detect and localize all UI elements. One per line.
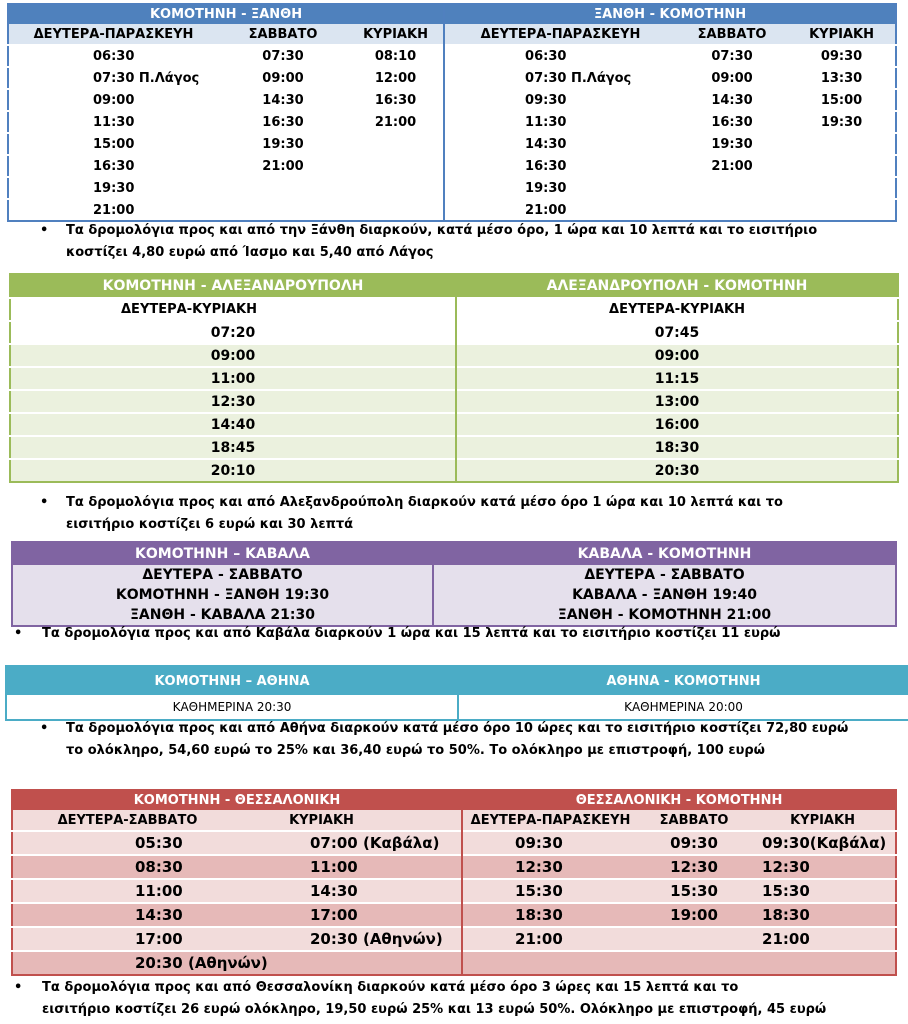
note-line: Τα δρομολόγια προς και από Αθήνα διαρκούν κατά μέσο όρο 10 ώρες και το εισιτήριο κοστίζει 72,80 ευρώ bbox=[66, 721, 849, 736]
time-cell: 12:30 bbox=[462, 855, 638, 879]
column-header: ΚΥΡΙΑΚΗ bbox=[348, 24, 444, 45]
empty-cell bbox=[676, 199, 788, 221]
alex-left-title: ΚΟΜΟΤΗΝΗ - ΑΛΕΞΑΝΔΡΟΥΠΟΛΗ bbox=[10, 274, 456, 298]
time-cell: 14:30 bbox=[218, 89, 348, 111]
column-header: ΔΕΥΤΕΡΑ-ΚΥΡΙΑΚΗ bbox=[456, 298, 898, 321]
schedule-line: ΞΑΝΘΗ - ΚΟΜΟΤΗΝΗ 21:00 bbox=[433, 605, 896, 626]
time-cell: 09:00 bbox=[10, 344, 456, 367]
time-cell: 18:45 bbox=[10, 436, 456, 459]
time-cell: 12:30 bbox=[750, 855, 896, 879]
time-cell bbox=[788, 155, 896, 177]
time-cell bbox=[348, 133, 444, 155]
alex-right-title: ΑΛΕΞΑΝΔΡΟΥΠΟΛΗ - ΚΟΜΟΤΗΝΗ bbox=[456, 274, 898, 298]
time-cell: 19:30 bbox=[788, 111, 896, 133]
time-cell: 21:00 bbox=[676, 155, 788, 177]
time-cell: 21:00 bbox=[8, 199, 218, 221]
thess-left-title: ΚΟΜΟΤΗΝΗ - ΘΕΣΣΑΛΟΝΙΚΗ bbox=[12, 790, 462, 810]
time-cell: 14:30 bbox=[444, 133, 676, 155]
column-header: ΣΑΒΒΑΤΟ bbox=[638, 810, 750, 831]
empty-cell bbox=[218, 199, 348, 221]
time-cell: 06:30 bbox=[8, 45, 218, 67]
column-header: ΚΥΡΙΑΚΗ bbox=[788, 24, 896, 45]
empty-cell bbox=[788, 177, 896, 199]
table-row bbox=[8, 45, 896, 67]
table-row bbox=[8, 177, 896, 199]
time-cell: 11:30 bbox=[444, 111, 676, 133]
xanthi-left-title: ΚΟΜΟΤΗΝΗ - ΞΑΝΘΗ bbox=[8, 4, 444, 24]
note-line: το ολόκληρο, 54,60 ευρώ το 25% και 36,40 ευρώ το 50%. Το ολόκληρο με επιστροφή, 100 ευρώ bbox=[66, 743, 765, 758]
time-cell: 21:00 bbox=[444, 199, 676, 221]
time-cell: 07:30 bbox=[218, 45, 348, 67]
time-cell: 16:30 bbox=[676, 111, 788, 133]
xanthi-note bbox=[40, 220, 900, 264]
column-header: ΔΕΥΤΕΡΑ-ΠΑΡΑΣΚΕΥΗ bbox=[8, 24, 218, 45]
time-cell: 09:30 bbox=[638, 831, 750, 855]
empty-cell bbox=[462, 951, 638, 975]
time-cell: 14:30 bbox=[12, 903, 242, 927]
alex-note bbox=[40, 492, 900, 536]
time-cell: 07:00 (Καβάλα) bbox=[242, 831, 462, 855]
time-cell: 21:00 bbox=[750, 927, 896, 951]
time-cell: 08:30 bbox=[12, 855, 242, 879]
kavala-right-title: ΚΑΒΑΛΑ - ΚΟΜΟΤΗΝΗ bbox=[433, 542, 896, 565]
table-row bbox=[10, 367, 898, 390]
time-cell: 13:00 bbox=[456, 390, 898, 413]
time-cell: 14:40 bbox=[10, 413, 456, 436]
thess-right-title: ΘΕΣΣΑΛΟΝΙΚΗ - ΚΟΜΟΤΗΝΗ bbox=[462, 790, 896, 810]
schedule-line: ΚΑΘΗΜΕΡΙΝΑ 20:00 bbox=[458, 695, 908, 720]
bullet-icon: • bbox=[40, 721, 49, 736]
time-cell: 19:30 bbox=[444, 177, 676, 199]
thessaloniki-timetable bbox=[11, 789, 897, 976]
time-cell: 17:00 bbox=[242, 903, 462, 927]
time-cell: 17:00 bbox=[12, 927, 242, 951]
time-cell: 07:30 Π.Λάγος bbox=[444, 67, 676, 89]
note-line: Τα δρομολόγια προς και από Καβάλα διαρκούν 1 ώρα και 15 λεπτά και το εισιτήριο κοστίζει 11 ευρώ bbox=[42, 626, 781, 641]
time-cell: 11:30 bbox=[8, 111, 218, 133]
table-row bbox=[10, 436, 898, 459]
note-line: εισιτήριο κοστίζει 26 ευρώ ολόκληρο, 19,50 ευρώ 25% και 13 ευρώ 50%. Ολόκληρο με επιστροφή, 45 ευρώ bbox=[42, 1002, 827, 1017]
schedule-line: ΔΕΥΤΕΡΑ - ΣΑΒΒΑΤΟ bbox=[433, 565, 896, 585]
table-row bbox=[12, 879, 896, 903]
table-row bbox=[12, 831, 896, 855]
time-cell: 12:30 bbox=[638, 855, 750, 879]
table-row bbox=[8, 111, 896, 133]
schedule-line: ΚΟΜΟΤΗΝΗ - ΞΑΝΘΗ 19:30 bbox=[12, 585, 433, 605]
time-cell: 15:30 bbox=[638, 879, 750, 903]
time-cell: 16:30 bbox=[218, 111, 348, 133]
time-cell: 09:30 bbox=[462, 831, 638, 855]
empty-cell bbox=[676, 177, 788, 199]
kavala-note bbox=[14, 623, 904, 645]
empty-cell bbox=[750, 951, 896, 975]
time-cell: 12:30 bbox=[10, 390, 456, 413]
athens-left-title: ΚΟΜΟΤΗΝΗ – ΑΘΗΝΑ bbox=[6, 666, 458, 695]
time-cell: 11:00 bbox=[242, 855, 462, 879]
table-row bbox=[12, 951, 896, 975]
athens-timetable bbox=[5, 665, 908, 721]
column-header: ΣΑΒΒΑΤΟ bbox=[676, 24, 788, 45]
empty-cell bbox=[638, 927, 750, 951]
table-row bbox=[10, 344, 898, 367]
note-line: Τα δρομολόγια προς και από την Ξάνθη διαρκούν, κατά μέσο όρο, 1 ώρα και 10 λεπτά και το εισιτήριο bbox=[66, 223, 818, 238]
empty-cell bbox=[638, 951, 750, 975]
time-cell: 18:30 bbox=[456, 436, 898, 459]
time-cell: 14:30 bbox=[242, 879, 462, 903]
time-cell: 18:30 bbox=[750, 903, 896, 927]
time-cell: 20:30 bbox=[456, 459, 898, 482]
schedule-line: ΔΕΥΤΕΡΑ - ΣΑΒΒΑΤΟ bbox=[12, 565, 433, 585]
time-cell: 16:00 bbox=[456, 413, 898, 436]
column-header: ΚΥΡΙΑΚΗ bbox=[750, 810, 896, 831]
time-cell: 19:30 bbox=[8, 177, 218, 199]
athens-right-title: ΑΘΗΝΑ - ΚΟΜΟΤΗΝΗ bbox=[458, 666, 908, 695]
bullet-icon: • bbox=[14, 980, 23, 995]
schedule-line: ΚΑΒΑΛΑ - ΞΑΝΘΗ 19:40 bbox=[433, 585, 896, 605]
time-cell: 11:00 bbox=[12, 879, 242, 903]
bullet-icon: • bbox=[14, 626, 23, 641]
time-cell: 07:20 bbox=[10, 321, 456, 344]
time-cell: 16:30 bbox=[444, 155, 676, 177]
time-cell: 09:00 bbox=[218, 67, 348, 89]
table-row bbox=[12, 903, 896, 927]
time-cell bbox=[788, 133, 896, 155]
time-cell: 09:30 bbox=[444, 89, 676, 111]
time-cell: 19:00 bbox=[638, 903, 750, 927]
column-header: ΔΕΥΤΕΡΑ-ΣΑΒΒΑΤΟ bbox=[12, 810, 242, 831]
time-cell: 16:30 bbox=[8, 155, 218, 177]
xanthi-right-title: ΞΑΝΘΗ - ΚΟΜΟΤΗΝΗ bbox=[444, 4, 896, 24]
table-row bbox=[12, 855, 896, 879]
time-cell: 20:10 bbox=[10, 459, 456, 482]
empty-cell bbox=[218, 177, 348, 199]
time-cell: 07:30 bbox=[676, 45, 788, 67]
empty-cell bbox=[788, 199, 896, 221]
kavala-timetable bbox=[11, 541, 897, 627]
time-cell: 15:00 bbox=[788, 89, 896, 111]
time-cell: 21:00 bbox=[218, 155, 348, 177]
schedule-line: ΞΑΝΘΗ - ΚΑΒΑΛΑ 21:30 bbox=[12, 605, 433, 626]
column-header: ΣΑΒΒΑΤΟ bbox=[218, 24, 348, 45]
note-line: Τα δρομολόγια προς και από Θεσσαλονίκη διαρκούν κατά μέσο όρο 3 ώρες και 15 λεπτά και το bbox=[42, 980, 739, 995]
time-cell: 11:15 bbox=[456, 367, 898, 390]
empty-cell bbox=[348, 199, 444, 221]
time-cell bbox=[348, 155, 444, 177]
time-cell: 19:30 bbox=[218, 133, 348, 155]
athens-note bbox=[40, 718, 906, 762]
time-cell: 21:00 bbox=[348, 111, 444, 133]
time-cell: 09:00 bbox=[456, 344, 898, 367]
time-cell: 14:30 bbox=[676, 89, 788, 111]
table-row bbox=[10, 321, 898, 344]
alexandroupoli-timetable bbox=[9, 273, 899, 483]
table-row bbox=[8, 133, 896, 155]
table-row bbox=[10, 413, 898, 436]
time-cell: 07:30 Π.Λάγος bbox=[8, 67, 218, 89]
time-cell: 09:30 bbox=[788, 45, 896, 67]
bullet-icon: • bbox=[40, 495, 49, 510]
time-cell: 09:30(Καβάλα) bbox=[750, 831, 896, 855]
time-cell: 06:30 bbox=[444, 45, 676, 67]
time-cell: 13:30 bbox=[788, 67, 896, 89]
note-line: Τα δρομολόγια προς και από Αλεξανδρούπολη διαρκούν κατά μέσο όρο 1 ώρα και 10 λεπτά και το bbox=[66, 495, 783, 510]
time-cell: 15:00 bbox=[8, 133, 218, 155]
note-line: εισιτήριο κοστίζει 6 ευρώ και 30 λεπτά bbox=[66, 517, 354, 532]
bullet-icon: • bbox=[40, 223, 49, 238]
column-header: ΚΥΡΙΑΚΗ bbox=[242, 810, 462, 831]
time-cell: 16:30 bbox=[348, 89, 444, 111]
column-header: ΔΕΥΤΕΡΑ-ΠΑΡΑΣΚΕΥΗ bbox=[462, 810, 638, 831]
time-cell: 20:30 (Αθηνών) bbox=[242, 927, 462, 951]
time-cell: 15:30 bbox=[750, 879, 896, 903]
time-cell: 18:30 bbox=[462, 903, 638, 927]
empty-cell bbox=[348, 177, 444, 199]
thess-note bbox=[14, 977, 904, 1021]
table-row bbox=[12, 927, 896, 951]
time-cell: 15:30 bbox=[462, 879, 638, 903]
time-cell: 19:30 bbox=[676, 133, 788, 155]
time-cell: 12:00 bbox=[348, 67, 444, 89]
table-row bbox=[8, 89, 896, 111]
time-cell: 11:00 bbox=[10, 367, 456, 390]
table-row bbox=[8, 67, 896, 89]
time-cell: 09:00 bbox=[8, 89, 218, 111]
kavala-left-title: ΚΟΜΟΤΗΝΗ – ΚΑΒΑΛΑ bbox=[12, 542, 433, 565]
table-row bbox=[8, 155, 896, 177]
table-row bbox=[10, 390, 898, 413]
note-line: κοστίζει 4,80 ευρώ από Ίασμο και 5,40 από Λάγος bbox=[66, 245, 434, 260]
time-cell: 20:30 (Αθηνών) bbox=[12, 951, 462, 975]
column-header: ΔΕΥΤΕΡΑ-ΠΑΡΑΣΚΕΥΗ bbox=[444, 24, 676, 45]
table-row bbox=[8, 199, 896, 221]
time-cell: 07:45 bbox=[456, 321, 898, 344]
xanthi-timetable bbox=[7, 3, 897, 222]
time-cell: 09:00 bbox=[676, 67, 788, 89]
time-cell: 21:00 bbox=[462, 927, 638, 951]
time-cell: 05:30 bbox=[12, 831, 242, 855]
time-cell: 08:10 bbox=[348, 45, 444, 67]
schedule-line: ΚΑΘΗΜΕΡΙΝΑ 20:30 bbox=[6, 695, 458, 720]
table-row bbox=[10, 459, 898, 482]
column-header: ΔΕΥΤΕΡΑ-ΚΥΡΙΑΚΗ bbox=[10, 298, 456, 321]
